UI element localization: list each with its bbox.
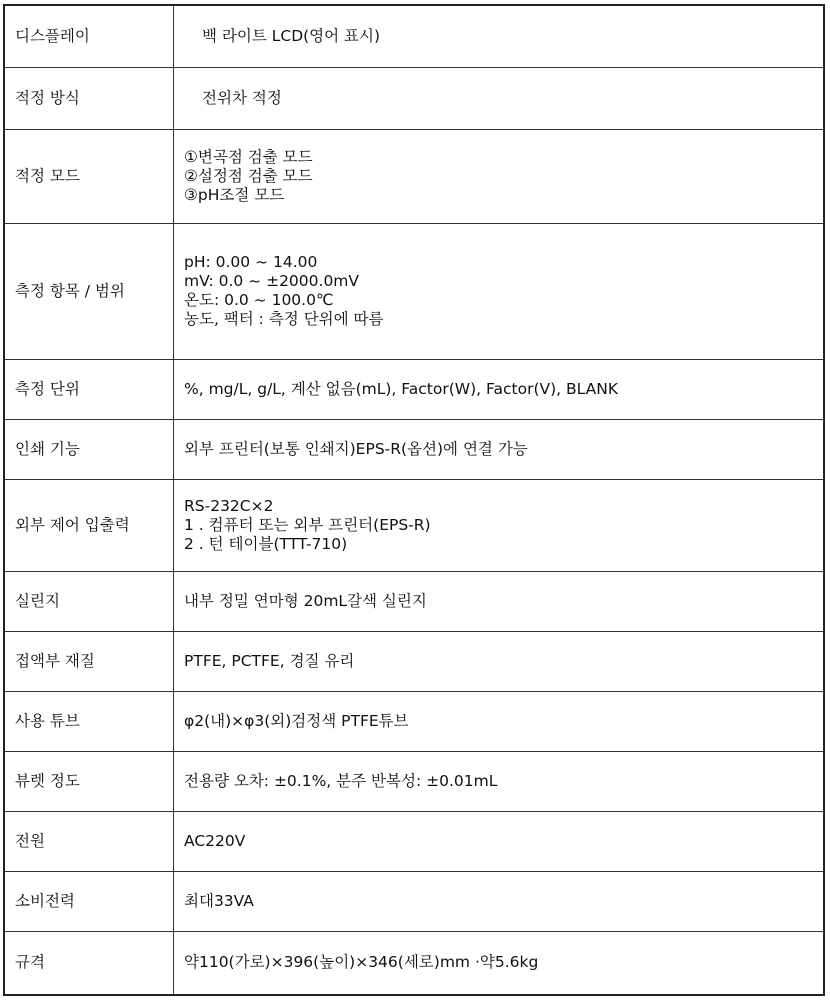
table-row [4, 129, 824, 223]
spec-value-line: %, mg/L, g/L, 계산 없음(mL), Factor(W), Factor(V), BLANK [184, 379, 618, 398]
spec-value-line: ①변곡점 검출 모드 [184, 147, 313, 166]
spec-label-cell [4, 419, 174, 479]
table-row [4, 931, 824, 995]
spec-label-cell [4, 751, 174, 811]
spec-label-cell [4, 223, 174, 359]
spec-value-line: 외부 프린터(보통 인쇄지)EPS-R(옵션)에 연결 가능 [184, 439, 528, 458]
spec-value-cell [174, 691, 825, 751]
spec-value-line: 2 . 턴 테이블(TTT-710) [184, 534, 348, 553]
table-row [4, 571, 824, 631]
spec-value-cell [174, 931, 825, 995]
spec-value-line: pH: 0.00 ~ 14.00 [184, 253, 318, 271]
spec-label-cell [4, 631, 174, 691]
spec-label: 인쇄 기능 [15, 439, 80, 458]
table-row [4, 691, 824, 751]
table-row [4, 419, 824, 479]
spec-value-cell [174, 359, 825, 419]
spec-value-line: φ2(내)×φ3(외)검정색 PTFE튜브 [184, 711, 409, 730]
spec-value-cell [174, 571, 825, 631]
spec-label: 적정 방식 [15, 88, 80, 107]
spec-value-line: 백 라이트 LCD(영어 표시) [202, 26, 381, 45]
spec-table [3, 4, 825, 996]
spec-label-cell [4, 571, 174, 631]
spec-value-cell [174, 811, 825, 871]
spec-label-cell [4, 691, 174, 751]
spec-label-cell [4, 129, 174, 223]
table-row [4, 871, 824, 931]
spec-value-line: 농도, 팩터 : 측정 단위에 따름 [184, 310, 384, 328]
spec-value-line: 내부 정밀 연마형 20mL갈색 실린지 [184, 591, 427, 610]
table-row [4, 223, 824, 359]
table-row [4, 5, 824, 67]
spec-value-line: 전용량 오차: ±0.1%, 분주 반복성: ±0.01mL [184, 771, 498, 790]
spec-value-cell [174, 479, 825, 571]
table-row [4, 479, 824, 571]
spec-label: 전원 [15, 831, 45, 850]
spec-label: 디스플레이 [15, 26, 90, 45]
spec-value-line: 전위차 적정 [202, 88, 282, 107]
spec-label: 규격 [15, 953, 45, 972]
spec-label: 뷰렛 정도 [15, 771, 80, 790]
spec-value-cell [174, 129, 825, 223]
spec-label: 사용 튜브 [15, 711, 80, 730]
spec-value-line: 최대33VA [184, 891, 254, 910]
table-row [4, 631, 824, 691]
spec-label: 측정 단위 [15, 379, 80, 398]
spec-value-line: mV: 0.0 ~ ±2000.0mV [184, 272, 360, 290]
spec-value-cell [174, 631, 825, 691]
spec-label-cell [4, 5, 174, 67]
spec-value-cell [174, 751, 825, 811]
spec-value-line: ②설정점 검출 모드 [184, 166, 313, 185]
table-row [4, 359, 824, 419]
spec-label: 적정 모드 [15, 166, 80, 185]
spec-value-line: ③pH조절 모드 [184, 185, 285, 204]
spec-value-line: 온도: 0.0 ~ 100.0℃ [184, 291, 334, 309]
spec-label: 외부 제어 입출력 [15, 515, 130, 534]
spec-label-cell [4, 479, 174, 571]
spec-label-cell [4, 811, 174, 871]
spec-value-line: AC220V [184, 831, 246, 850]
spec-value-line: PTFE, PCTFE, 경질 유리 [184, 651, 355, 670]
table-row [4, 811, 824, 871]
spec-value-cell [174, 223, 825, 359]
spec-value-cell [174, 419, 825, 479]
spec-label-cell [4, 359, 174, 419]
spec-value-cell [174, 67, 825, 129]
spec-label: 측정 항목 / 범위 [15, 281, 125, 300]
table-row [4, 751, 824, 811]
spec-label: 소비전력 [15, 891, 75, 910]
spec-table-body [4, 5, 824, 995]
spec-value-line: 1 . 컴퓨터 또는 외부 프린터(EPS-R) [184, 515, 431, 534]
spec-value-line: RS-232C×2 [184, 496, 274, 515]
spec-label-cell [4, 871, 174, 931]
spec-value-line: 약110(가로)×396(높이)×346(세로)mm ·약5.6kg [184, 953, 539, 972]
spec-value-cell [174, 871, 825, 931]
spec-label: 실린지 [15, 591, 60, 610]
spec-value-cell [174, 5, 825, 67]
spec-label-cell [4, 931, 174, 995]
spec-label: 접액부 재질 [15, 651, 95, 670]
table-row [4, 67, 824, 129]
spec-label-cell [4, 67, 174, 129]
